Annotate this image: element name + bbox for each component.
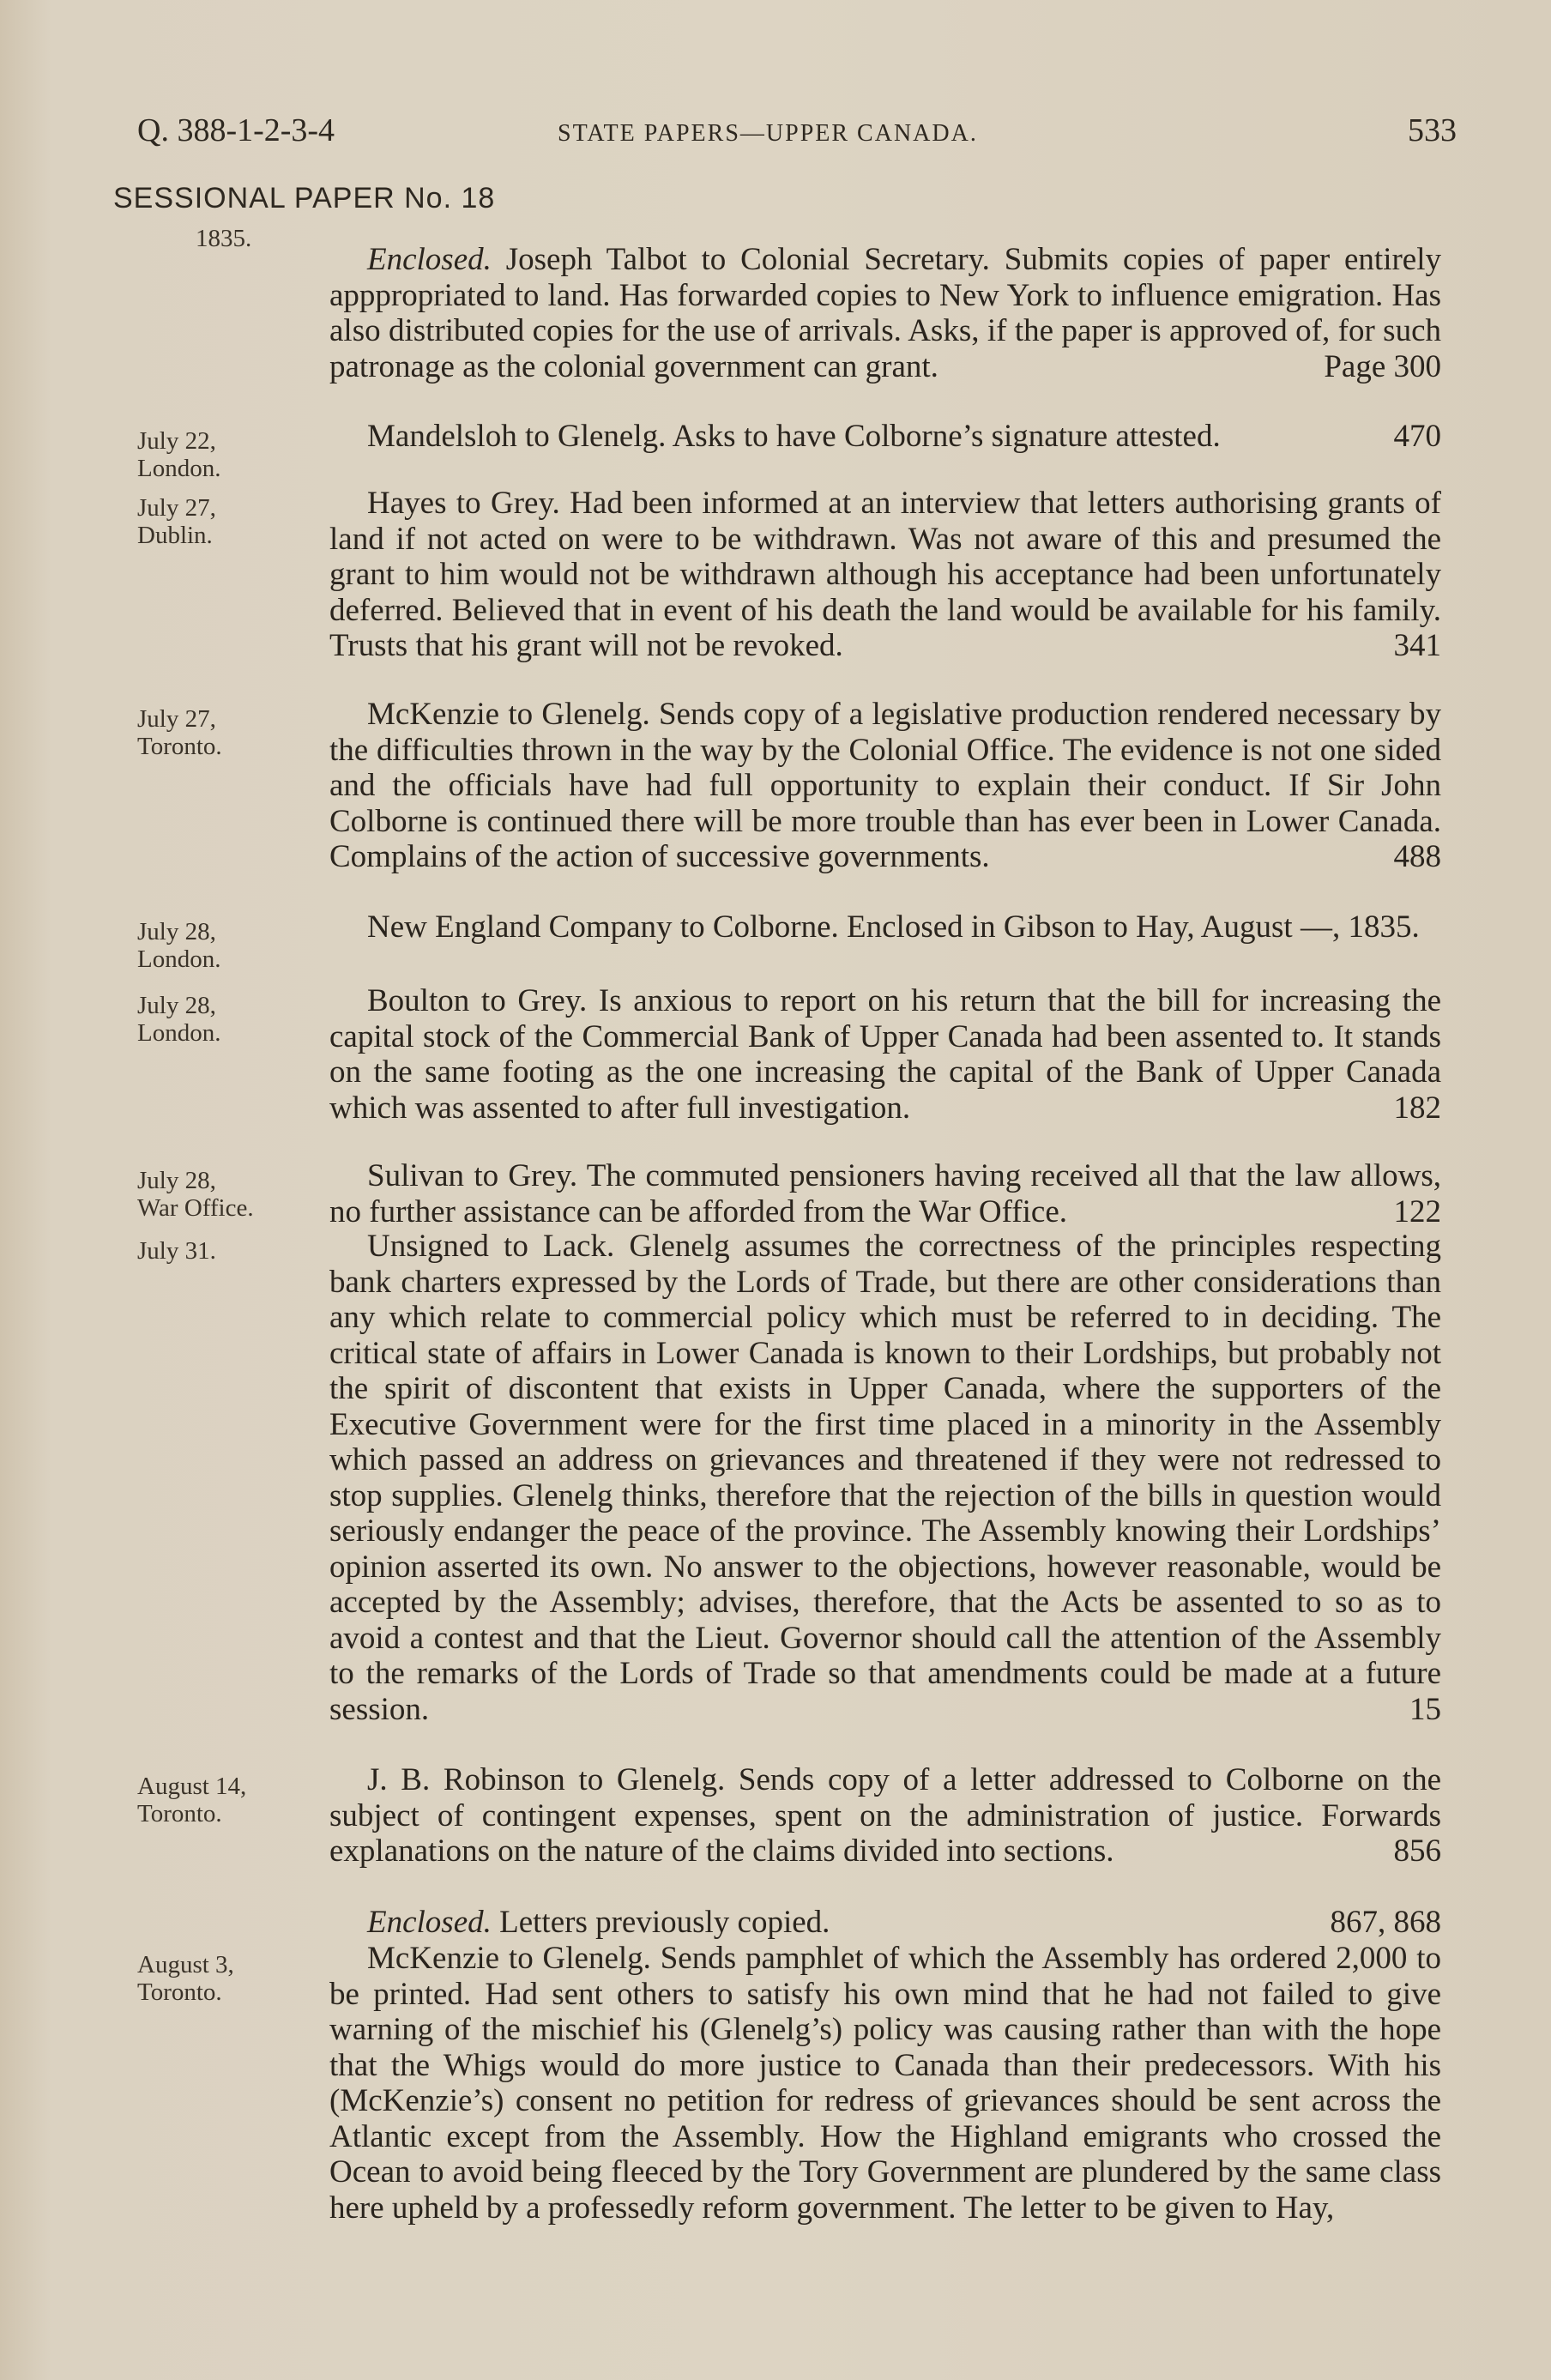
page-reference: Page 300 bbox=[1324, 348, 1441, 384]
entry-text: Unsigned to Lack. Glenelg assumes the correctness of the principles respecting bank charters expressed by the Lords of Trade, but there are other considerations than any which relate to commercial policy which must be referred to in deciding. The critical state of affairs in Lower Canada is known to their Lordships, but probably not the spirit of discontent that exists in Upper Canada, where the supporters of the Executive Government were for the first time placed in a minority in the Assembly which passed an address on grievances and threatened if they were not redressed to stop supplies. Glenelg thinks, therefore that the rejection of the bills in question would seriously endanger the peace of the province. The Assembly knowing their Lordships’ opinion asserted its own. No answer to the objections, however reasonable, would be accepted by the Assembly; advises, therefore, that the Acts be assented to so as to avoid a contest and that the Lieut. Governor should call the attention of the Assembly to the remarks of the Lords of Trade so that amendments could be made at a future session. 15 bbox=[329, 1229, 1441, 1727]
entry-date: July 27, Dublin. bbox=[137, 494, 216, 549]
enclosed-label: Enclosed. bbox=[367, 242, 492, 277]
sessional-paper-label: SESSIONAL PAPER No. 18 bbox=[113, 182, 496, 214]
entry-text: McKenzie to Glenelg. Sends copy of a legislative production rendered necessary by the difficulties thrown in the way by the Colonial Office. The evidence is not one sided and the officials have had full opportunity to explain their conduct. If Sir John Colborne is continued there will be more trouble than has ever been in Lower Canada. Complains of the action of successive governments. 488 bbox=[329, 697, 1441, 874]
entry-date: July 28, War Office. bbox=[137, 1167, 254, 1222]
entry-text: New England Company to Colborne. Enclosed in Gibson to Hay, August —, 1835. bbox=[367, 909, 1420, 945]
page-reference: 470 bbox=[1393, 419, 1441, 454]
entry-date: July 22, London. bbox=[137, 427, 221, 482]
page-reference: 182 bbox=[1393, 1090, 1441, 1126]
entry-date: July 27, Toronto. bbox=[137, 705, 222, 760]
page-reference: 856 bbox=[1393, 1833, 1441, 1869]
page-reference: 488 bbox=[1393, 839, 1441, 874]
page-reference: 15 bbox=[1409, 1691, 1441, 1727]
entry-date: July 31. bbox=[137, 1237, 216, 1265]
entry-text: Mandelsloh to Glenelg. Asks to have Colborne’s signature attested. 470 bbox=[367, 419, 1441, 454]
page-reference: 122 bbox=[1393, 1193, 1441, 1229]
entry-text: Enclosed. Joseph Talbot to Colonial Secretary. Submits copies of paper entirely apppropriated to land. Has forwarded copies to New York to influence emigration. Has also distributed copies for the use of arrivals. Asks, if the paper is approved of, for such patronage as the colonial government can grant. Page 300 bbox=[329, 242, 1441, 384]
entry-text: Enclosed. Letters previously copied. 867, 868 bbox=[367, 1905, 1441, 1940]
entry-text: Boulton to Grey. Is anxious to report on his return that the bill for increasing the capital stock of the Commercial Bank of Upper Canada had been assented to. It stands on the same footing as the one increasing the capital of the Bank of Upper Canada which was assented to after full investigation. 182 bbox=[329, 983, 1441, 1126]
entry-date: July 28, London. bbox=[137, 992, 221, 1047]
enclosed-label: Enclosed. bbox=[367, 1905, 492, 1940]
running-title: STATE PAPERS—UPPER CANADA. bbox=[558, 120, 978, 147]
year-label: 1835. bbox=[196, 225, 252, 252]
entry-text: Sulivan to Grey. The commuted pensioners having received all that the law allows, no further assistance can be afforded from the War Office. 122 bbox=[329, 1158, 1441, 1229]
entry-text: McKenzie to Glenelg. Sends pamphlet of which the Assembly has ordered 2,000 to be printed. Had sent others to satisfy his own mind that he had not failed to give warning of the mischief his (Glenelg’s) policy was causing rather than with the hope that the Whigs would do more justice to Canada than their predecessors. With his (McKenzie’s) consent no petition for redress of grievances should be sent across the Atlantic except from the Assembly. How the Highland emigrants who crossed the Ocean to avoid being fleeced by the Tory Government are plundered by the same class here upheld by a professedly reform government. The letter to be given to Hay, bbox=[329, 1941, 1441, 2226]
page-reference: 867, 868 bbox=[1330, 1905, 1441, 1940]
entry-date: July 28, London. bbox=[137, 918, 221, 973]
running-header bbox=[137, 112, 1457, 154]
entry-text: Hayes to Grey. Had been informed at an interview that letters authorising grants of land if not acted on were to be withdrawn. Was not aware of this and presumed the grant to him would not be withdrawn although his acceptance had been unfortunately deferred. Believed that in event of his death the land would be available for his family. Trusts that his grant will not be revoked. 341 bbox=[329, 486, 1441, 663]
entry-text: J. B. Robinson to Glenelg. Sends copy of a letter addressed to Colborne on the subject of contingent expenses, spent on the administration of justice. Forwards explanations on the nature of the claims divided into sections. 856 bbox=[329, 1762, 1441, 1869]
entry-date: August 14, Toronto. bbox=[137, 1773, 247, 1827]
page-reference: 341 bbox=[1393, 628, 1441, 663]
archive-reference: Q. 388-1-2-3-4 bbox=[137, 112, 335, 148]
page-number: 533 bbox=[1408, 112, 1457, 148]
entry-date: August 3, Toronto. bbox=[137, 1951, 234, 2006]
